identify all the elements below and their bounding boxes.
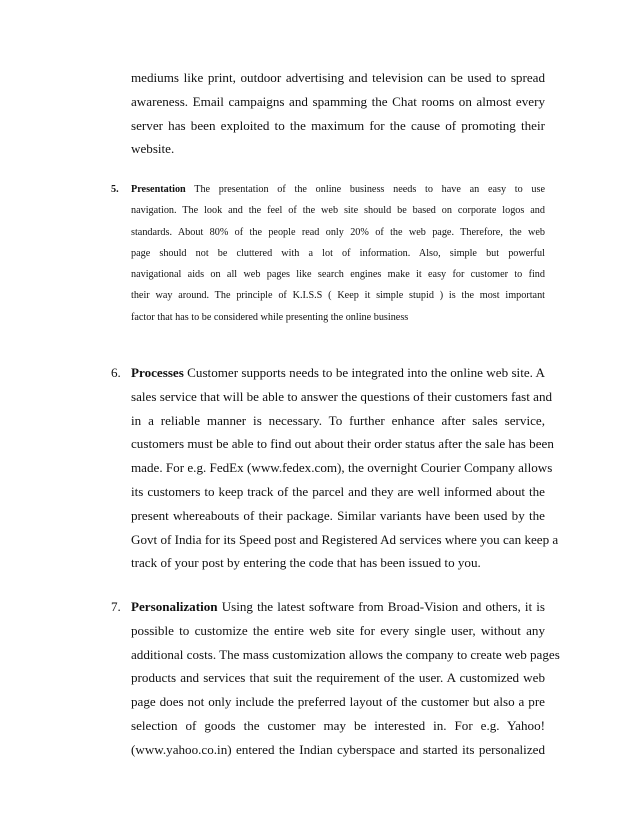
text-line: sales service that will be able to answer the questions of their customers fast and xyxy=(131,388,553,404)
text-line xyxy=(131,595,545,619)
text-line: mediums like print, outdoor advertising and television can be used to spread xyxy=(131,70,545,85)
item-heading: Personalization xyxy=(131,599,218,614)
text-line: Govt of India for its Speed post and Registered Ad services where you can keep a xyxy=(131,531,559,547)
text-line: page does not only include the preferred layout of the customer but also a pre xyxy=(131,694,545,710)
item-presentation xyxy=(131,179,545,328)
item-number: 7. xyxy=(111,599,121,614)
text-line xyxy=(131,361,545,385)
item-processes xyxy=(131,361,559,575)
item-text: The presentation of the online business needs to have an easy to use xyxy=(185,184,545,195)
text-line: selection of goods the customer may be interested in. For e.g. Yahoo! xyxy=(131,717,545,733)
text-line: possible to customize the entire web site for every single user, without any xyxy=(131,622,545,638)
text-line: present whereabouts of their package. Similar variants have been used by the xyxy=(131,507,545,523)
text-line: awareness. Email campaigns and spamming the Chat rooms on almost every xyxy=(131,93,545,109)
text-line: server has been exploited to the maximum for the cause of promoting their xyxy=(131,117,545,133)
item-heading: Processes xyxy=(131,365,184,380)
text-line: track of your post by entering the code that has been issued to you. xyxy=(131,555,481,571)
item-heading: Presentation xyxy=(131,184,186,195)
item-number: 6. xyxy=(111,365,121,380)
text-line: (www.yahoo.co.in) entered the Indian cyberspace and started its personalized xyxy=(131,741,545,757)
text-line: website. xyxy=(131,141,175,157)
text-line: products and services that suit the requirement of the user. A customized web xyxy=(131,670,545,686)
item-number: 5. xyxy=(111,184,119,195)
intro-paragraph xyxy=(131,66,545,161)
text-line: standards. About 80% of the people read only 20% of the web page. Therefore, the web xyxy=(131,226,545,238)
text-line: page should not be cluttered with a lot of information. Also, simple but powerful xyxy=(131,247,545,259)
text-line xyxy=(131,179,545,200)
item-personalization xyxy=(131,595,560,762)
item-text: Customer supports needs to be integrated into the online web site. A xyxy=(183,365,545,380)
item-text: Using the latest software from Broad-Vision and others, it is xyxy=(217,599,545,614)
text-line: navigational aids on all web pages like search engines make it easy for customer to find xyxy=(131,269,545,281)
text-line: its customers to keep track of the parcel and they are well informed about the xyxy=(131,483,545,499)
text-line: in a reliable manner is necessary. To further enhance after sales service, xyxy=(131,412,545,428)
text-line: their way around. The principle of K.I.S.S ( Keep it simple stupid ) is the most important xyxy=(131,290,545,302)
text-line: made. For e.g. FedEx (www.fedex.com), the overnight Courier Company allows xyxy=(131,460,553,476)
text-line: navigation. The look and the feel of the web site should be based on corporate logos and xyxy=(131,205,545,217)
text-line: factor that has to be considered while presenting the online business xyxy=(131,311,409,323)
text-line: additional costs. The mass customization allows the company to create web pages xyxy=(131,646,560,662)
text-line: customers must be able to find out about their order status after the sale has been xyxy=(131,436,554,452)
